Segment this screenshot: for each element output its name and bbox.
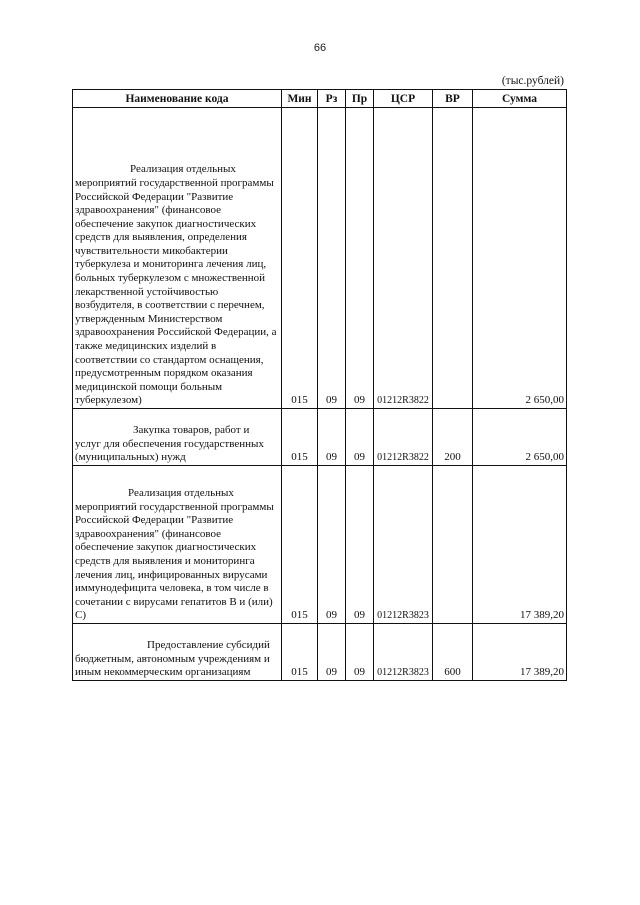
row-rz: 09 bbox=[318, 466, 346, 624]
row-vr: 600 bbox=[433, 624, 473, 681]
row-name bbox=[73, 466, 282, 624]
table-row bbox=[73, 466, 567, 624]
row-name bbox=[73, 624, 282, 681]
row-name bbox=[73, 409, 282, 466]
header-vr: ВР bbox=[433, 90, 473, 108]
row-name-rest: мероприятий государственной программы Российской Федерации "Развитие здравоохранения" (финансовое обеспечение закупок диагностических средств для выявления и мониторинга лечения лиц, инфицированных вирусами иммунодефицита человека, в том числе в сочетании с вирусами гепатитов B и (или) C) bbox=[75, 500, 274, 622]
budget-table bbox=[72, 89, 567, 681]
row-pr: 09 bbox=[346, 624, 374, 681]
header-name: Наименование кода bbox=[73, 90, 282, 108]
row-min: 015 bbox=[282, 624, 318, 681]
row-pr: 09 bbox=[346, 466, 374, 624]
row-name-rest: мероприятий государственной программы Российской Федерации "Развитие здравоохранения" (финансовое обеспечение закупок диагностических средств для выявления, определения чувствительности микобактерии туберкулеза и мониторинга лечения лиц, больных туберкулезом с множественной лекарственной устойчивостью возбудителя, в соответствии с перечнем, утвержденным Министерством здравоохранения Российской Федерации, а также медицинских изделий в соответствии со стандартом оснащения, предусмотренным порядком оказания медицинской помощи больным туберкулезом) bbox=[75, 176, 277, 407]
header-min: Мин bbox=[282, 90, 318, 108]
header-pr: Пр bbox=[346, 90, 374, 108]
row-csr: 01212R3822 bbox=[374, 409, 433, 466]
row-csr: 01212R3823 bbox=[374, 624, 433, 681]
row-vr: 200 bbox=[433, 409, 473, 466]
row-rz: 09 bbox=[318, 108, 346, 409]
row-sum: 2 650,00 bbox=[473, 108, 567, 409]
row-min: 015 bbox=[282, 108, 318, 409]
row-name-first: Предоставление субсидий bbox=[147, 639, 270, 652]
unit-label: (тыс.рублей) bbox=[501, 75, 564, 87]
row-pr: 09 bbox=[346, 409, 374, 466]
row-name-first: Реализация отдельных bbox=[128, 487, 234, 500]
row-min: 015 bbox=[282, 466, 318, 624]
row-rz: 09 bbox=[318, 409, 346, 466]
table-header-row bbox=[73, 90, 567, 108]
row-min: 015 bbox=[282, 409, 318, 466]
row-name bbox=[73, 108, 282, 409]
table-row bbox=[73, 624, 567, 681]
row-name-first: Реализация отдельных bbox=[130, 163, 236, 176]
row-sum: 17 389,20 bbox=[473, 466, 567, 624]
row-name-rest: услуг для обеспечения государственных (муниципальных) нужд bbox=[75, 437, 264, 464]
row-csr: 01212R3822 bbox=[374, 108, 433, 409]
row-vr bbox=[433, 108, 473, 409]
header-rz: Рз bbox=[318, 90, 346, 108]
row-name-rest: бюджетным, автономным учреждениям и иным некоммерческим организациям bbox=[75, 652, 270, 679]
row-rz: 09 bbox=[318, 624, 346, 681]
table-row bbox=[73, 409, 567, 466]
row-pr: 09 bbox=[346, 108, 374, 409]
row-name-first: Закупка товаров, работ и bbox=[133, 424, 250, 437]
header-csr: ЦСР bbox=[374, 90, 433, 108]
row-sum: 2 650,00 bbox=[473, 409, 567, 466]
page-number: 66 bbox=[313, 42, 327, 54]
table-row bbox=[73, 108, 567, 409]
row-sum: 17 389,20 bbox=[473, 624, 567, 681]
header-sum: Сумма bbox=[473, 90, 567, 108]
row-vr bbox=[433, 466, 473, 624]
row-csr: 01212R3823 bbox=[374, 466, 433, 624]
